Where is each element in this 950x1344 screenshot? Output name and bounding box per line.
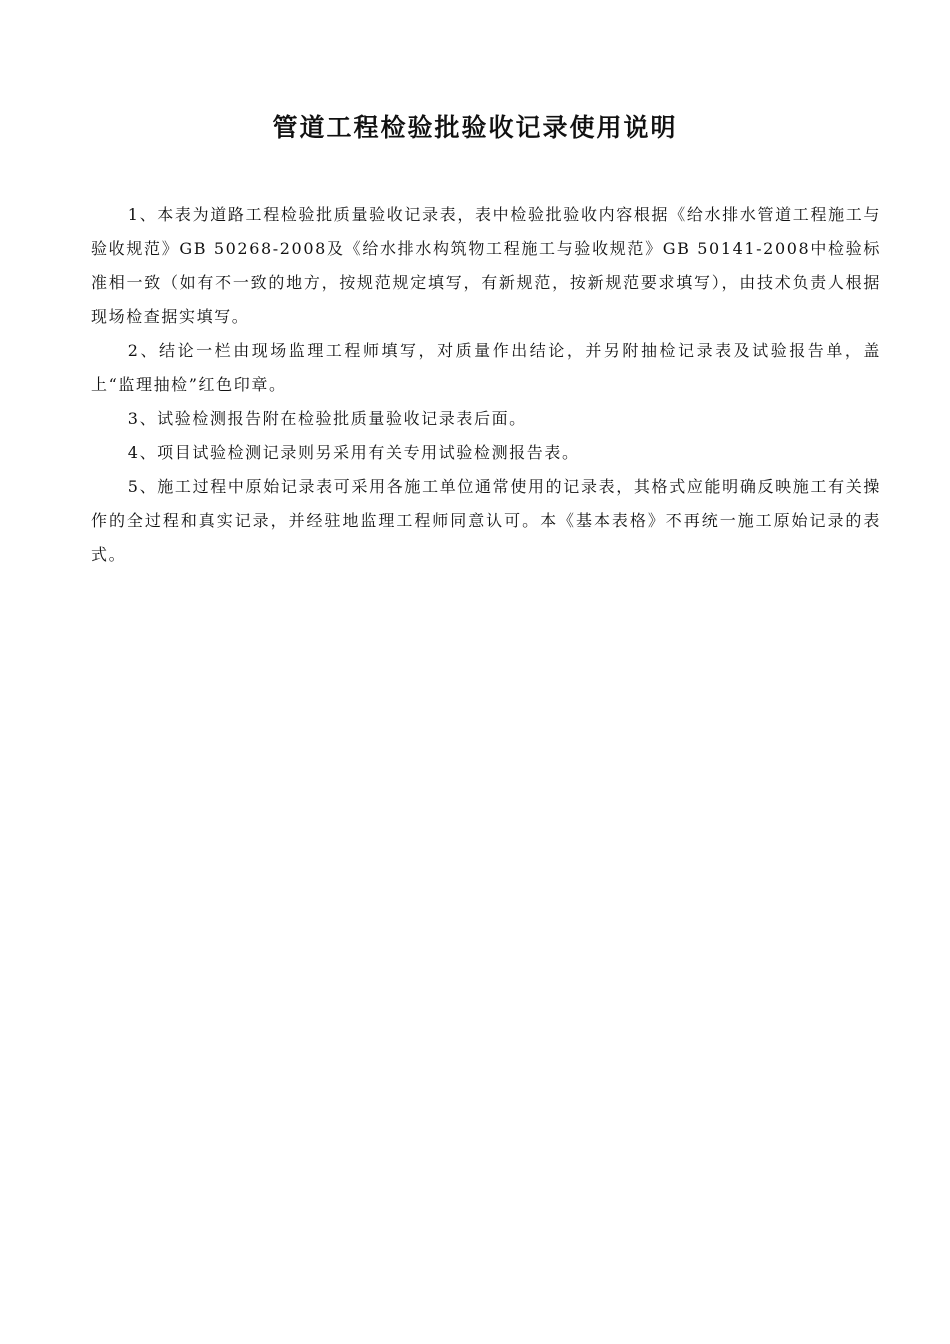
instruction-paragraph-2: 2、结论一栏由现场监理工程师填写，对质量作出结论，并另附抽检记录表及试验报告单，盖上“监理抽检”红色印章。: [91, 341, 881, 394]
instruction-paragraph-4: 4、项目试验检测记录则另采用有关专用试验检测报告表。: [127, 443, 580, 462]
document-body: [91, 198, 881, 572]
instruction-paragraph-5: 5、施工过程中原始记录表可采用各施工单位通常使用的记录表，其格式应能明确反映施工有关操作的全过程和真实记录，并经驻地监理工程师同意认可。本《基本表格》不再统一施工原始记录的表式。: [91, 477, 881, 564]
instruction-paragraph-1: 1、本表为道路工程检验批质量验收记录表，表中检验批验收内容根据《给水排水管道工程施工与验收规范》GB 50268-2008及《给水排水构筑物工程施工与验收规范》GB 50141-2008中检验标准相一致（如有不一致的地方，按规范规定填写，有新规范，按新规范要求填写），由技术负责人根据现场检查据实填写。: [91, 205, 881, 326]
document-title: 管道工程检验批验收记录使用说明: [272, 113, 678, 142]
instruction-paragraph-3: 3、试验检测报告附在检验批质量验收记录表后面。: [127, 409, 527, 428]
